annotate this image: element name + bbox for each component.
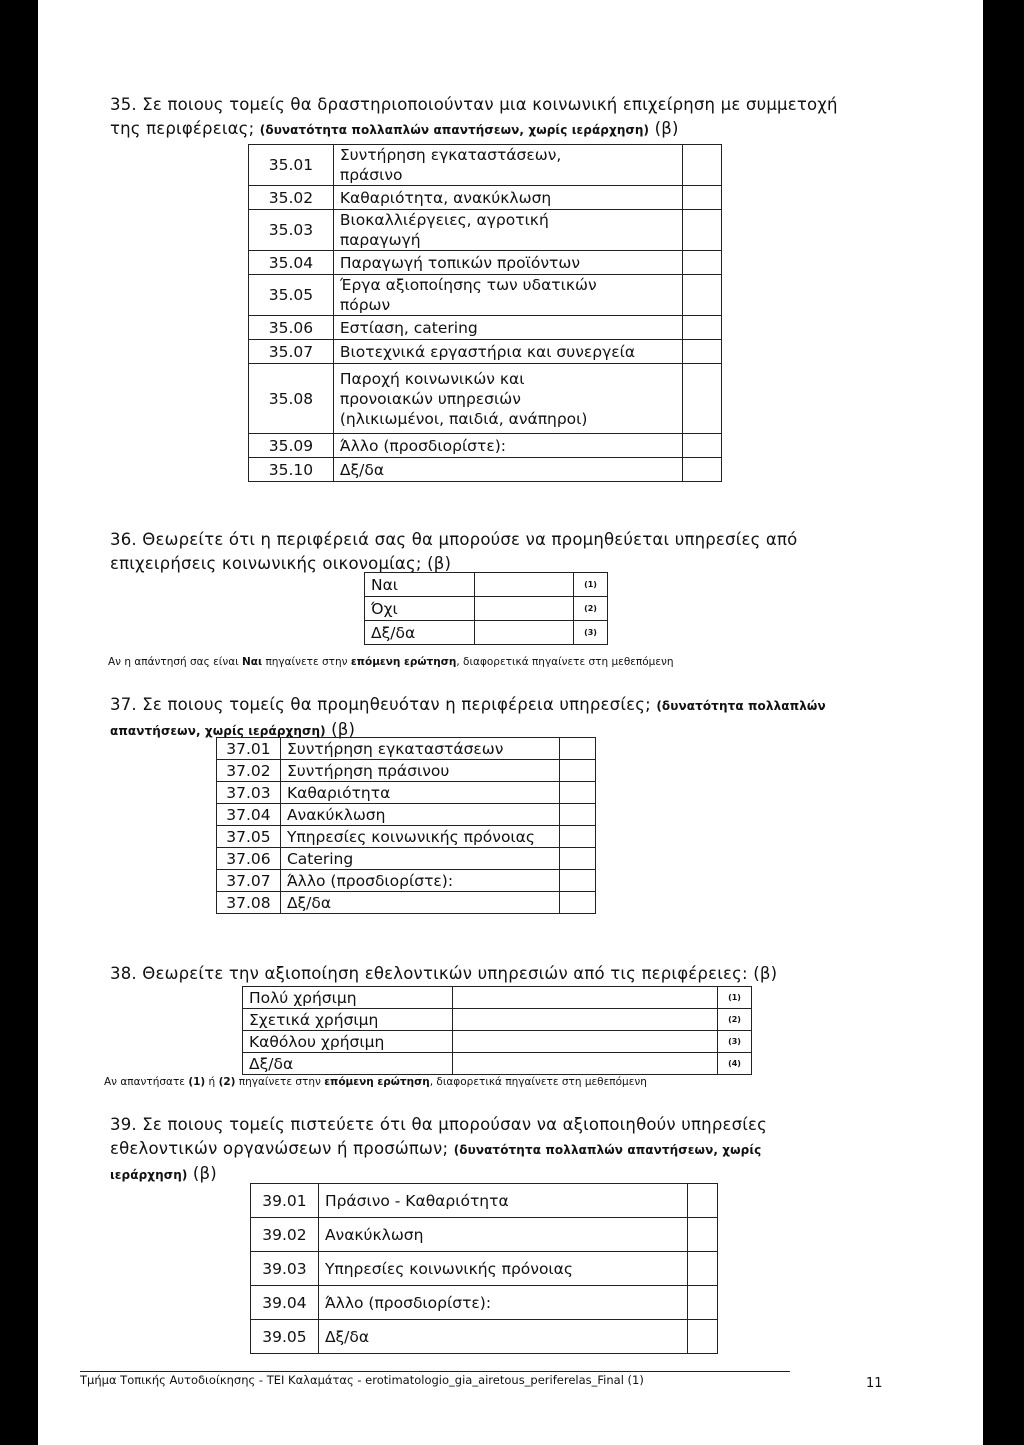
note-bold: επόμενη ερώτηση	[350, 656, 457, 668]
table-row	[249, 458, 722, 482]
note-text: Αν απαντήσατε	[104, 1076, 189, 1088]
row-code: 39.05	[251, 1320, 319, 1354]
answer-box[interactable]	[560, 848, 596, 870]
question-text: Θεωρείτε ότι η περιφέρειά σας θα μπορούσε να προμηθεύεται υπηρεσίες από	[142, 530, 798, 549]
row-label-line: πράσινο	[339, 166, 403, 184]
note-bold: (2)	[218, 1076, 236, 1088]
note-text: , διαφορετικά πηγαίνετε στη μεθεπόμενη	[456, 656, 674, 668]
table-row	[249, 251, 722, 275]
answer-box[interactable]	[683, 316, 722, 340]
table-row	[249, 434, 722, 458]
option-label: Ναι	[365, 573, 475, 597]
answer-box[interactable]	[474, 573, 573, 597]
answer-box[interactable]	[688, 1184, 718, 1218]
row-label: Ανακύκλωση	[280, 804, 559, 826]
option-code: (4)	[718, 1053, 752, 1075]
footer-text: Τμήμα Τοπικής Αυτοδιοίκησης - ΤΕΙ Καλαμάτας - erotimatologio_gia_airetous_periferelas_Final (1)	[80, 1373, 644, 1387]
question-text: της περιφέρειας;	[110, 119, 255, 138]
row-code: 35.09	[249, 434, 334, 458]
answer-box[interactable]	[683, 434, 722, 458]
row-label: Βιοτεχνικά εργαστήρια και συνεργεία	[333, 340, 682, 364]
row-code: 35.06	[249, 316, 334, 340]
row-code: 37.06	[217, 848, 281, 870]
answer-box[interactable]	[683, 210, 722, 251]
option-label: Δξ/δα	[365, 621, 475, 645]
row-label-line: πόρων	[339, 296, 391, 314]
question-text: εθελοντικών οργανώσεων ή προσώπων;	[110, 1139, 449, 1158]
question-text: Σε ποιους τομείς πιστεύετε ότι θα μπορούσαν να αξιοποιηθούν υπηρεσίες	[142, 1115, 768, 1134]
option-row[interactable]	[365, 597, 608, 621]
answer-box[interactable]	[560, 826, 596, 848]
answer-box[interactable]	[683, 340, 722, 364]
table-row	[249, 316, 722, 340]
row-label-line: (ηλικιωμένοι, παιδιά, ανάπηροι)	[339, 409, 588, 428]
row-label: Άλλο (προσδιορίστε):	[333, 434, 682, 458]
row-code: 39.03	[251, 1252, 319, 1286]
question-number: 39.	[110, 1115, 137, 1134]
row-label: Συντήρηση εγκαταστάσεων	[280, 738, 559, 760]
answer-box[interactable]	[560, 870, 596, 892]
note-bold: επόμενη ερώτηση	[324, 1076, 430, 1088]
row-label: Ανακύκλωση	[318, 1218, 687, 1252]
table-row	[217, 892, 596, 914]
question-37	[110, 693, 940, 743]
table-row	[251, 1252, 718, 1286]
row-label: Παραγωγή τοπικών προϊόντων	[333, 251, 682, 275]
table-row	[217, 870, 596, 892]
note-bold: (1)	[188, 1076, 206, 1088]
table-row	[217, 738, 596, 760]
answer-box[interactable]	[560, 892, 596, 914]
row-code: 35.04	[249, 251, 334, 275]
document-page	[38, 0, 983, 1445]
answer-box[interactable]	[560, 760, 596, 782]
option-label: Δξ/δα	[243, 1053, 453, 1075]
answer-box[interactable]	[452, 1053, 717, 1075]
answer-box[interactable]	[688, 1252, 718, 1286]
option-label: Όχι	[365, 597, 475, 621]
answer-box[interactable]	[683, 364, 722, 434]
question-suffix: (β)	[331, 720, 356, 739]
table-row	[251, 1184, 718, 1218]
question-36-line1	[110, 528, 940, 552]
question-number: 35.	[110, 95, 137, 114]
note-text: , διαφορετικά πηγαίνετε στη μεθεπόμενη	[429, 1076, 647, 1088]
question-35-line2	[110, 117, 940, 142]
answer-box[interactable]	[683, 275, 722, 316]
row-code: 37.04	[217, 804, 281, 826]
answer-box[interactable]	[452, 987, 717, 1009]
option-code: (1)	[718, 987, 752, 1009]
row-code: 37.03	[217, 782, 281, 804]
option-row[interactable]	[243, 987, 752, 1009]
row-code: 37.02	[217, 760, 281, 782]
table-row	[217, 848, 596, 870]
row-label-line: Συντήρηση εγκαταστάσεων,	[339, 146, 562, 164]
table-row	[217, 782, 596, 804]
question-text: επιχειρήσεις κοινωνικής οικονομίας; (β)	[110, 554, 452, 573]
row-label-line: Παροχή κοινωνικών και	[339, 369, 525, 388]
question-38	[110, 962, 940, 986]
page-number: 11	[866, 1376, 883, 1391]
note-text: πηγαίνετε στην	[235, 1076, 325, 1088]
row-label: Δξ/δα	[333, 458, 682, 482]
table-row	[249, 145, 722, 186]
question-note: ιεράρχηση)	[110, 1168, 188, 1182]
row-label	[333, 275, 682, 316]
table-row	[249, 186, 722, 210]
row-label: Δξ/δα	[318, 1320, 687, 1354]
question-39-line2	[110, 1137, 940, 1162]
row-code: 37.05	[217, 826, 281, 848]
option-row[interactable]	[243, 1031, 752, 1053]
row-code: 35.05	[249, 275, 334, 316]
question-39-line1	[110, 1113, 940, 1137]
question-37-table	[216, 737, 596, 914]
answer-box[interactable]	[688, 1218, 718, 1252]
row-label: Συντήρηση πράσινου	[280, 760, 559, 782]
question-36	[110, 528, 940, 576]
question-35-table	[248, 144, 722, 482]
question-text: Σε ποιους τομείς θα προμηθευόταν η περιφέρεια υπηρεσίες;	[142, 695, 651, 714]
table-row	[251, 1286, 718, 1320]
note-text: ή	[205, 1076, 219, 1088]
question-note: (δυνατότητα πολλαπλών	[656, 699, 826, 713]
table-row	[217, 804, 596, 826]
answer-box[interactable]	[560, 782, 596, 804]
question-number: 38.	[110, 964, 137, 983]
question-number: 36.	[110, 530, 137, 549]
row-label: Catering	[280, 848, 559, 870]
question-39-table	[250, 1183, 718, 1354]
answer-box[interactable]	[683, 251, 722, 275]
question-35	[110, 93, 940, 142]
question-note: (δυνατότητα πολλαπλών απαντήσεων, χωρίς	[453, 1143, 762, 1157]
answer-box[interactable]	[560, 804, 596, 826]
answer-box[interactable]	[452, 1031, 717, 1053]
question-note: απαντήσεων, χωρίς ιεράρχηση)	[110, 724, 326, 738]
answer-box[interactable]	[683, 186, 722, 210]
option-code: (3)	[574, 621, 608, 645]
question-text: Σε ποιους τομείς θα δραστηριοποιούνταν μια κοινωνική επιχείρηση με συμμετοχή	[142, 95, 838, 114]
note-text: πηγαίνετε στην	[262, 656, 351, 668]
answer-box[interactable]	[688, 1286, 718, 1320]
option-code: (3)	[718, 1031, 752, 1053]
option-code: (2)	[574, 597, 608, 621]
row-label	[333, 364, 682, 434]
table-row	[251, 1320, 718, 1354]
note-text: Αν η απάντησή σας είναι	[108, 656, 243, 668]
question-37-line1	[110, 693, 940, 718]
row-code: 35.10	[249, 458, 334, 482]
question-39	[110, 1113, 940, 1187]
option-row[interactable]	[365, 573, 608, 597]
answer-box[interactable]	[474, 597, 573, 621]
answer-box[interactable]	[474, 621, 573, 645]
row-label: Καθαριότητα, ανακύκλωση	[333, 186, 682, 210]
question-35-line1	[110, 93, 940, 117]
table-row	[249, 364, 722, 434]
row-code: 37.01	[217, 738, 281, 760]
skip-instruction-38	[104, 1075, 647, 1089]
note-bold: Ναι	[242, 656, 263, 668]
question-38-options	[242, 986, 752, 1075]
skip-instruction-36	[108, 655, 674, 669]
option-code: (2)	[718, 1009, 752, 1031]
row-label: Πράσινο - Καθαριότητα	[318, 1184, 687, 1218]
row-code: 35.02	[249, 186, 334, 210]
question-text: Θεωρείτε την αξιοποίηση εθελοντικών υπηρεσιών από τις περιφέρειες: (β)	[142, 964, 778, 983]
table-row	[249, 210, 722, 251]
row-label-line: προνοιακών υπηρεσιών	[339, 389, 521, 408]
option-code: (1)	[574, 573, 608, 597]
answer-box[interactable]	[688, 1320, 718, 1354]
row-label-line: Βιοκαλλιέργειες, αγροτική	[339, 211, 549, 229]
table-row	[217, 826, 596, 848]
row-code: 39.02	[251, 1218, 319, 1252]
row-code: 39.01	[251, 1184, 319, 1218]
row-label: Καθαριότητα	[280, 782, 559, 804]
row-label: Υπηρεσίες κοινωνικής πρόνοιας	[280, 826, 559, 848]
table-row	[249, 275, 722, 316]
row-label-line: παραγωγή	[339, 231, 421, 249]
question-36-options	[364, 572, 608, 645]
row-label: Δξ/δα	[280, 892, 559, 914]
answer-box[interactable]	[683, 145, 722, 186]
row-code: 35.03	[249, 210, 334, 251]
row-label	[333, 210, 682, 251]
table-row	[217, 760, 596, 782]
answer-box[interactable]	[683, 458, 722, 482]
row-label: Υπηρεσίες κοινωνικής πρόνοιας	[318, 1252, 687, 1286]
option-row[interactable]	[243, 1009, 752, 1031]
row-code: 37.08	[217, 892, 281, 914]
option-label: Καθόλου χρήσιμη	[243, 1031, 453, 1053]
row-code: 35.07	[249, 340, 334, 364]
row-label: Άλλο (προσδιορίστε):	[318, 1286, 687, 1320]
answer-box[interactable]	[452, 1009, 717, 1031]
answer-box[interactable]	[560, 738, 596, 760]
option-label: Πολύ χρήσιμη	[243, 987, 453, 1009]
row-label: Άλλο (προσδιορίστε):	[280, 870, 559, 892]
row-label	[333, 145, 682, 186]
question-number: 37.	[110, 695, 137, 714]
table-row	[249, 340, 722, 364]
row-code: 39.04	[251, 1286, 319, 1320]
option-row[interactable]	[365, 621, 608, 645]
row-code: 35.01	[249, 145, 334, 186]
question-suffix: (β)	[654, 119, 679, 138]
row-label: Εστίαση, catering	[333, 316, 682, 340]
question-suffix: (β)	[192, 1164, 217, 1183]
table-row	[251, 1218, 718, 1252]
option-label: Σχετικά χρήσιμη	[243, 1009, 453, 1031]
row-code: 35.08	[249, 364, 334, 434]
option-row[interactable]	[243, 1053, 752, 1075]
question-note: (δυνατότητα πολλαπλών απαντήσεων, χωρίς ιεράρχηση)	[259, 123, 650, 137]
row-code: 37.07	[217, 870, 281, 892]
row-label-line: Έργα αξιοποίησης των υδατικών	[339, 276, 597, 294]
